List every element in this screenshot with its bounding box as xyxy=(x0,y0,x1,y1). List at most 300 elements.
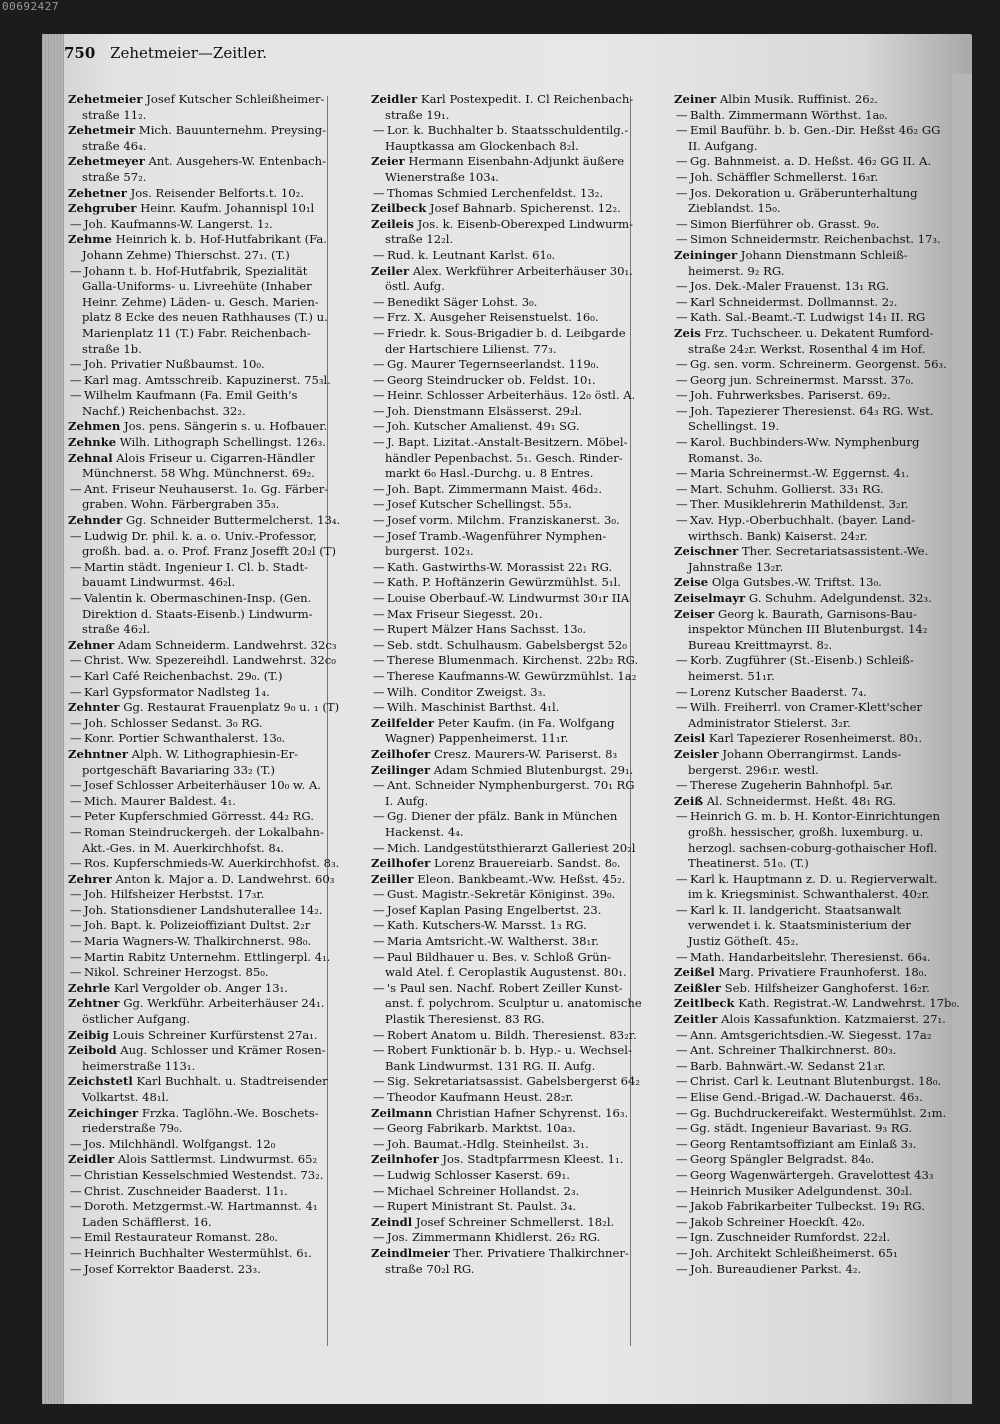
entry-text: Frz. Tuchscheer. u. Dekatent Rumford- xyxy=(700,325,934,340)
entry-continuation: riederstraße 79₀. xyxy=(82,1121,183,1136)
sub-entry xyxy=(674,388,974,404)
sub-entry xyxy=(674,154,974,170)
entry-continuation: straße 46₂l. xyxy=(82,622,151,637)
entry-continuation: händler Pepenbachst. 5₁. Gesch. Rinder- xyxy=(385,450,623,465)
entry-text: Ant. Ausgehers-W. Entenbach- xyxy=(144,154,326,169)
entry-continuation: inspektor München III Blutenburgst. 14₂ xyxy=(688,622,928,637)
repeat-dash: — xyxy=(373,357,385,372)
directory-entry xyxy=(68,451,358,467)
entry-text: Heinrich k. b. Hof-Hutfabrikant (Fa. xyxy=(111,232,327,247)
entry-continuation: II. Aufgang. xyxy=(688,138,758,153)
sub-entry xyxy=(674,1059,974,1075)
entry-text: Rupert Mälzer Hans Sachsst. 13₀. xyxy=(387,622,587,637)
sub-entry xyxy=(68,1230,358,1246)
sub-entry xyxy=(371,560,661,576)
entry-text: Josef vorm. Milchm. Franziskanerst. 3₀. xyxy=(387,513,620,528)
entry-continuation: Plastik Theresienst. 83 RG. xyxy=(385,1012,545,1027)
scan-id-label: 00692427 xyxy=(2,0,59,13)
sub-entry xyxy=(674,170,974,186)
repeat-dash: — xyxy=(676,481,688,496)
repeat-dash: — xyxy=(70,668,82,683)
repeat-dash: — xyxy=(70,1230,82,1245)
entry-text: Louis Schreiner Kurfürstenst 27a₁. xyxy=(108,1027,318,1042)
entry-text: Emil Restaurateur Romanst. 28₀. xyxy=(84,1230,278,1245)
sub-entry xyxy=(371,482,661,498)
entry-text: Joh. Schäffler Schmellerst. 16₃r. xyxy=(690,169,879,184)
entry-text: Joh. Architekt Schleißheimerst. 65₁ xyxy=(690,1245,898,1260)
directory-entry xyxy=(674,981,974,997)
sub-entry xyxy=(674,872,974,888)
entry-text: Gust. Magistr.-Sekretär Königinst. 39₀. xyxy=(387,887,616,902)
entry-text: Ther. Musiklehrerin Mathildenst. 3₂r. xyxy=(690,497,909,512)
entry-text: Elise Gend.-Brigad.-W. Dachauerst. 46₃. xyxy=(690,1090,923,1104)
entry-continuation: Wienerstraße 103₄. xyxy=(385,169,499,184)
entry-continuation: platz 8 Ecke des neuen Rathhauses (T.) u. xyxy=(82,310,328,325)
directory-entry xyxy=(68,92,358,108)
entry-continuation: Jahnstraße 13₂r. xyxy=(688,559,784,574)
entry-text: Roman Steindruckergeh. der Lokalbahn- xyxy=(84,824,324,839)
surname: Zeischner xyxy=(674,544,739,559)
entry-text: Alph. W. Lithographiesin-Er- xyxy=(127,746,299,761)
sub-entry xyxy=(68,1184,358,1200)
surname: Zehme xyxy=(68,232,112,247)
sub-entry xyxy=(68,934,358,950)
repeat-dash: — xyxy=(70,528,82,543)
entry-text: Wilh. Conditor Zweigst. 3₃. xyxy=(387,684,546,699)
sub-entry xyxy=(371,186,661,202)
entry-continuation: anst. f. polychrom. Sculptur u. anatomische xyxy=(385,996,642,1011)
entry-continuation: Administrator Stielerst. 3₂r. xyxy=(688,715,851,730)
repeat-dash: — xyxy=(676,653,688,668)
page-stack-edge xyxy=(42,34,64,1404)
repeat-dash: — xyxy=(676,949,688,964)
sub-entry xyxy=(674,1199,974,1215)
directory-entry xyxy=(68,747,358,763)
sub-entry xyxy=(68,653,358,669)
repeat-dash: — xyxy=(70,559,82,574)
directory-column-1 xyxy=(68,92,358,1277)
entry-text: Gg. Diener der pfälz. Bank in München xyxy=(387,809,618,824)
sub-entry xyxy=(371,653,661,669)
surname: Zehetmeier xyxy=(68,92,143,106)
entry-text: Joh. Privatier Nußbaumst. 10₀. xyxy=(84,357,265,372)
running-title: Zehetmeier—Zeitler. xyxy=(110,44,267,62)
sub-entry xyxy=(68,903,358,919)
surname: Zeilbeck xyxy=(371,201,427,216)
directory-entry xyxy=(68,638,358,654)
repeat-dash: — xyxy=(70,949,82,964)
entry-text: Josef Korrektor Baaderst. 23₃. xyxy=(84,1261,261,1276)
repeat-dash: — xyxy=(373,887,385,902)
entry-text: Karl Café Reichenbachst. 29₀. (T.) xyxy=(84,668,283,683)
entry-text: Martin städt. Ingenieur I. Cl. b. Stadt- xyxy=(84,559,309,574)
repeat-dash: — xyxy=(676,232,688,247)
entry-text: Jos. k. Eisenb-Oberexped Lindwurm- xyxy=(413,216,634,231)
entry-text: Karl mag. Amtsschreib. Kapuzinerst. 75₃l. xyxy=(84,372,331,387)
sub-entry xyxy=(371,1184,661,1200)
entry-text: Wilh. Freiherrl. von Cramer-Klett'scher xyxy=(690,700,922,715)
entry-text: Aug. Schlosser und Krämer Rosen- xyxy=(116,1043,326,1058)
directory-entry xyxy=(674,92,974,108)
repeat-dash: — xyxy=(676,123,688,138)
sub-entry xyxy=(674,950,974,966)
entry-text: Kath. P. Hoftänzerin Gewürzmühlst. 5₁l. xyxy=(387,575,621,590)
repeat-dash: — xyxy=(676,1167,688,1182)
repeat-dash: — xyxy=(373,372,385,387)
entry-text: Theodor Kaufmann Heust. 28₂r. xyxy=(387,1090,574,1104)
repeat-dash: — xyxy=(70,902,82,917)
surname: Zehntner xyxy=(68,746,128,761)
directory-entry xyxy=(674,544,974,560)
sub-entry xyxy=(371,404,661,420)
entry-text: Simon Schneidermstr. Reichenbachst. 17₃. xyxy=(690,232,941,247)
sub-entry xyxy=(68,1246,358,1262)
entry-text: Therese Blumenmach. Kirchenst. 22b₂ RG. xyxy=(387,653,639,668)
directory-entry xyxy=(371,217,661,233)
sub-entry xyxy=(68,560,358,576)
entry-text: Josef Kutscher Schleißheimer- xyxy=(142,92,325,106)
entry-text: Karl Postexpedit. I. Cl Reichenbach- xyxy=(417,92,634,106)
entry-continuation: östlicher Aufgang. xyxy=(82,1012,191,1027)
page-number: 750 xyxy=(64,44,96,62)
sub-entry xyxy=(371,248,661,264)
directory-entry xyxy=(68,1074,358,1090)
directory-entry xyxy=(371,747,661,763)
entry-text: J. Bapt. Lizitat.-Anstalt-Besitzern. Möbel- xyxy=(387,435,628,450)
sub-entry xyxy=(68,529,358,545)
entry-text: Joh. Kutscher Amalienst. 49₁ SG. xyxy=(387,419,580,434)
surname: Zehmen xyxy=(68,419,121,434)
entry-text: Jos. Stadtpfarrmesn Kleest. 1₁. xyxy=(438,1152,624,1167)
directory-entry xyxy=(674,965,974,981)
entry-text: Anton k. Major a. D. Landwehrst. 60₃ xyxy=(111,871,335,886)
repeat-dash: — xyxy=(676,1043,688,1058)
sub-entry xyxy=(371,310,661,326)
entry-text: Gg. Restaurat Frauenplatz 9₀ u. ₁ (T) xyxy=(119,700,340,715)
sub-entry xyxy=(68,965,358,981)
repeat-dash: — xyxy=(676,372,688,387)
repeat-dash: — xyxy=(70,653,82,668)
surname: Zeidler xyxy=(68,1152,115,1167)
entry-continuation: Heinr. Zehme) Läden- u. Gesch. Marien- xyxy=(82,294,319,309)
surname: Zehrle xyxy=(68,980,111,995)
repeat-dash: — xyxy=(70,824,82,839)
repeat-dash: — xyxy=(373,1121,385,1136)
repeat-dash: — xyxy=(373,809,385,824)
repeat-dash: — xyxy=(676,1105,688,1120)
sub-entry xyxy=(371,669,661,685)
repeat-dash: — xyxy=(373,325,385,340)
repeat-dash: — xyxy=(676,310,688,325)
entry-text: Math. Handarbeitslehr. Theresienst. 66₄. xyxy=(690,949,931,964)
entry-text: Maria Amtsricht.-W. Waltherst. 38₁r. xyxy=(387,934,600,949)
repeat-dash: — xyxy=(373,185,385,200)
repeat-dash: — xyxy=(373,123,385,138)
repeat-dash: — xyxy=(373,294,385,309)
entry-text: Ann. Amtsgerichtsdien.-W. Siegesst. 17a₂ xyxy=(690,1027,932,1042)
entry-text: Nikol. Schreiner Herzogst. 85₀. xyxy=(84,965,269,980)
repeat-dash: — xyxy=(676,1230,688,1245)
repeat-dash: — xyxy=(70,856,82,871)
entry-text: Cresz. Maurers-W. Pariserst. 8₃ xyxy=(430,746,618,761)
entry-text: Georg Wagenwärtergeh. Gravelottest 43₃ xyxy=(690,1167,934,1182)
entry-continuation: bergerst. 296₁r. westl. xyxy=(688,762,819,777)
repeat-dash: — xyxy=(373,1136,385,1151)
directory-entry xyxy=(371,1246,661,1262)
repeat-dash: — xyxy=(676,279,688,294)
entry-continuation: heimerstraße 113₁. xyxy=(82,1058,196,1073)
repeat-dash: — xyxy=(70,372,82,387)
entry-text: Eleon. Bankbeamt.-Ww. Heßst. 45₂. xyxy=(413,871,626,886)
sub-entry xyxy=(674,700,974,716)
entry-text: Albin Musik. Ruffinist. 26₂. xyxy=(716,92,878,106)
repeat-dash: — xyxy=(373,1230,385,1245)
entry-text: Josef Schlosser Arbeiterhäuser 10₀ w. A. xyxy=(84,778,321,793)
surname: Zeiselmayr xyxy=(674,591,746,605)
entry-text: Hermann Eisenbahn-Adjunkt äußere xyxy=(404,154,625,169)
entry-text: Alois Sattlermst. Lindwurmst. 65₂ xyxy=(114,1152,318,1167)
entry-text: Gg. sen. vorm. Schreinerm. Georgenst. 56₃. xyxy=(690,357,947,372)
sub-entry xyxy=(674,1137,974,1153)
sub-entry xyxy=(674,1043,974,1059)
entry-text: Maria Schreinermst.-W. Eggernst. 4₁. xyxy=(690,466,910,481)
sub-entry xyxy=(371,1043,661,1059)
entry-text: Georg Rentamtsoffiziant am Einlaß 3₃. xyxy=(690,1136,917,1151)
sub-entry xyxy=(371,950,661,966)
repeat-dash: — xyxy=(676,809,688,824)
repeat-dash: — xyxy=(373,622,385,637)
entry-text: Jos. Milchhändl. Wolfgangst. 12₀ xyxy=(84,1136,276,1151)
repeat-dash: — xyxy=(676,107,688,122)
entry-text: Therese Zugeherin Bahnhofpl. 5₄r. xyxy=(690,778,894,793)
directory-entry xyxy=(68,1152,358,1168)
repeat-dash: — xyxy=(373,497,385,512)
entry-text: Alois Kassafunktion. Katzmaierst. 27₁. xyxy=(717,1012,946,1027)
repeat-dash: — xyxy=(373,934,385,949)
directory-entry xyxy=(68,123,358,139)
entry-text: Christ. Zuschneider Baaderst. 11₁. xyxy=(84,1183,288,1198)
entry-text: Joh. Tapezierer Theresienst. 64₃ RG. Wst. xyxy=(690,403,934,418)
entry-text: Karl Gypsformator Nadlsteg 1₄. xyxy=(84,684,270,699)
repeat-dash: — xyxy=(70,934,82,949)
surname: Zeitlbeck xyxy=(674,996,735,1011)
repeat-dash: — xyxy=(676,513,688,528)
sub-entry xyxy=(371,607,661,623)
sub-entry xyxy=(674,1106,974,1122)
entry-text: Wilhelm Kaufmann (Fa. Emil Geith's xyxy=(84,388,298,403)
entry-continuation: straße 1b. xyxy=(82,341,142,356)
repeat-dash: — xyxy=(373,591,385,605)
surname: Zeichstetl xyxy=(68,1074,133,1089)
entry-continuation: heimerst. 9₂ RG. xyxy=(688,263,785,278)
repeat-dash: — xyxy=(676,1214,688,1229)
surname: Zeilinger xyxy=(371,762,431,777)
entry-text: Mich. Bauunternehm. Preysing- xyxy=(135,123,327,138)
sub-entry xyxy=(371,435,661,451)
directory-entry xyxy=(68,232,358,248)
entry-text: Olga Gutsbes.-W. Triftst. 13₀. xyxy=(708,575,882,590)
sub-entry xyxy=(68,856,358,872)
surname: Zeisl xyxy=(674,731,706,746)
repeat-dash: — xyxy=(373,247,385,262)
surname: Zeis xyxy=(674,325,701,340)
entry-text: Karl k. II. landgericht. Staatsanwalt xyxy=(690,902,902,917)
directory-entry xyxy=(68,435,358,451)
entry-text: Ant. Schreiner Thalkirchnerst. 80₃. xyxy=(690,1043,897,1058)
surname: Zeilhofer xyxy=(371,746,431,761)
entry-text: Rupert Ministrant St. Paulst. 3₄. xyxy=(387,1199,577,1214)
entry-text: Paul Bildhauer u. Bes. v. Schloß Grün- xyxy=(387,949,612,964)
entry-text: Gg. Bahnmeist. a. D. Heßst. 46₂ GG II. A. xyxy=(690,154,932,169)
repeat-dash: — xyxy=(70,591,82,605)
directory-entry xyxy=(371,1152,661,1168)
entry-text: Adam Schmied Blutenburgst. 29₁. xyxy=(430,762,634,777)
surname: Zeißel xyxy=(674,965,715,980)
entry-text: Christ. Carl k. Leutnant Blutenburgst. 18₀. xyxy=(690,1074,942,1089)
entry-text: Friedr. k. Sous-Brigadier b. d. Leibgarde xyxy=(387,325,626,340)
entry-text: Georg jun. Schreinermst. Marsst. 37₀. xyxy=(690,372,914,387)
entry-text: Josef Kaplan Pasing Engelbertst. 23. xyxy=(387,902,602,917)
sub-entry xyxy=(68,264,358,280)
repeat-dash: — xyxy=(676,435,688,450)
entry-text: Peter Kaufm. (in Fa. Wolfgang xyxy=(434,715,615,730)
entry-text: Robert Funktionär b. b. Hyp.- u. Wechsel- xyxy=(387,1043,632,1058)
entry-text: Alois Friseur u. Cigarren-Händler xyxy=(112,450,315,465)
sub-entry xyxy=(371,700,661,716)
repeat-dash: — xyxy=(70,918,82,933)
entry-text: Joh. Kaufmanns-W. Langerst. 1₂. xyxy=(84,216,273,231)
entry-continuation: im k. Kriegsminist. Schwanthalerst. 40₂r. xyxy=(688,887,930,902)
repeat-dash: — xyxy=(373,668,385,683)
repeat-dash: — xyxy=(373,513,385,528)
entry-text: Jos. pens. Sängerin s. u. Hofbauer. xyxy=(120,419,328,434)
sub-entry xyxy=(674,232,974,248)
entry-text: Georg Steindrucker ob. Feldst. 10₁. xyxy=(387,372,596,387)
repeat-dash: — xyxy=(373,419,385,434)
repeat-dash: — xyxy=(70,1136,82,1151)
repeat-dash: — xyxy=(676,154,688,169)
surname: Zeibold xyxy=(68,1043,117,1058)
directory-entry xyxy=(371,763,661,779)
entry-text: Heinr. Schlosser Arbeiterhäus. 12₀ östl. A. xyxy=(387,388,636,403)
directory-entry xyxy=(68,513,358,529)
entry-text: G. Schuhm. Adelgundenst. 32₃. xyxy=(745,591,932,605)
directory-entry xyxy=(68,981,358,997)
repeat-dash: — xyxy=(373,575,385,590)
entry-text: Christian Hafner Schyrenst. 16₃. xyxy=(432,1105,629,1120)
directory-entry xyxy=(674,1012,974,1028)
entry-text: Gg. Buchdruckereifakt. Westermühlst. 2₁m. xyxy=(690,1105,947,1120)
entry-text: Joh. Bapt. Zimmermann Maist. 46d₂. xyxy=(387,481,603,496)
directory-entry xyxy=(68,700,358,716)
entry-continuation: verwendet i. k. Staatsministerium der xyxy=(688,918,911,933)
sub-entry xyxy=(68,1262,358,1278)
entry-text: Josef Schreiner Schmellerst. 18₂l. xyxy=(412,1214,615,1229)
sub-entry xyxy=(68,669,358,685)
directory-entry xyxy=(674,248,974,264)
repeat-dash: — xyxy=(676,700,688,715)
entry-text: Ludwig Dr. phil. k. a. o. Univ.-Professor, xyxy=(84,528,317,543)
entry-text: Rud. k. Leutnant Karlst. 61₀. xyxy=(387,247,556,262)
entry-text: Joh. Fuhrwerksbes. Pariserst. 69₂. xyxy=(690,388,891,403)
sub-entry xyxy=(674,482,974,498)
sub-entry xyxy=(674,1074,974,1090)
entry-text: Karl Tapezierer Rosenheimerst. 80₁. xyxy=(705,731,923,746)
surname: Zeier xyxy=(371,154,405,169)
entry-text: Josef Kutscher Schellingst. 55₃. xyxy=(387,497,572,512)
repeat-dash: — xyxy=(70,684,82,699)
repeat-dash: — xyxy=(676,497,688,512)
entry-text: Joh. Schlosser Sedanst. 3₀ RG. xyxy=(84,715,263,730)
directory-entry xyxy=(68,1106,358,1122)
surname: Zehnder xyxy=(68,513,123,528)
entry-text: Lorenz Kutscher Baaderst. 7₄. xyxy=(690,684,867,699)
sub-entry xyxy=(371,1199,661,1215)
repeat-dash: — xyxy=(373,637,385,652)
repeat-dash: — xyxy=(373,403,385,418)
entry-text: Heinrich G. m. b. H. Kontor-Einrichtungen xyxy=(690,809,940,824)
directory-entry xyxy=(68,1043,358,1059)
sub-entry xyxy=(674,778,974,794)
surname: Zeilhofer xyxy=(371,856,431,871)
entry-text: Joh. Bapt. k. Polizeioffiziant Dultst. 2₂r xyxy=(84,918,311,933)
repeat-dash: — xyxy=(676,778,688,793)
sub-entry xyxy=(68,731,358,747)
entry-text: Heinr. Kaufm. Johannispl 10₁l xyxy=(136,201,315,216)
sub-entry xyxy=(371,918,661,934)
surname: Zehnke xyxy=(68,435,117,450)
entry-continuation: Bank Lindwurmst. 131 RG. II. Aufg. xyxy=(385,1058,596,1073)
sub-entry xyxy=(674,1168,974,1184)
sub-entry xyxy=(68,482,358,498)
entry-text: Joh. Baumat.-Hdlg. Steinheilst. 3₁. xyxy=(387,1136,589,1151)
entry-text: Gg. Werkführ. Arbeiterhäuser 24₁. xyxy=(119,996,325,1011)
repeat-dash: — xyxy=(676,871,688,886)
directory-entry xyxy=(674,794,974,810)
sub-entry xyxy=(674,513,974,529)
sub-entry xyxy=(371,638,661,654)
sub-entry xyxy=(68,217,358,233)
repeat-dash: — xyxy=(373,1027,385,1042)
repeat-dash: — xyxy=(676,1183,688,1198)
sub-entry xyxy=(371,357,661,373)
entry-text: Balth. Zimmermann Wörthst. 1a₀. xyxy=(690,107,888,122)
directory-entry xyxy=(68,419,358,435)
sub-entry xyxy=(674,1121,974,1137)
sub-entry xyxy=(674,809,974,825)
sub-entry xyxy=(674,653,974,669)
sub-entry xyxy=(371,529,661,545)
directory-entry xyxy=(68,186,358,202)
surname: Zeisler xyxy=(674,746,719,761)
entry-continuation: straße 11₂. xyxy=(82,107,147,122)
repeat-dash: — xyxy=(676,216,688,231)
entry-continuation: Marienplatz 11 (T.) Fabr. Reichenbach- xyxy=(82,325,311,340)
repeat-dash: — xyxy=(676,185,688,200)
sub-entry xyxy=(68,1199,358,1215)
directory-entry xyxy=(68,1028,358,1044)
surname: Zeichinger xyxy=(68,1105,139,1120)
repeat-dash: — xyxy=(373,1199,385,1214)
sub-entry xyxy=(674,1246,974,1262)
entry-text: Jakob Fabrikarbeiter Tulbeckst. 19₁ RG. xyxy=(690,1199,925,1214)
entry-text: Karl Vergolder ob. Anger 13₁. xyxy=(110,980,288,995)
entry-continuation: graben. Wohn. Färbergraben 35₃. xyxy=(82,497,280,512)
entry-continuation: burgerst. 102₃. xyxy=(385,544,474,559)
sub-entry xyxy=(674,1028,974,1044)
directory-entry xyxy=(674,996,974,1012)
directory-entry xyxy=(674,591,974,607)
